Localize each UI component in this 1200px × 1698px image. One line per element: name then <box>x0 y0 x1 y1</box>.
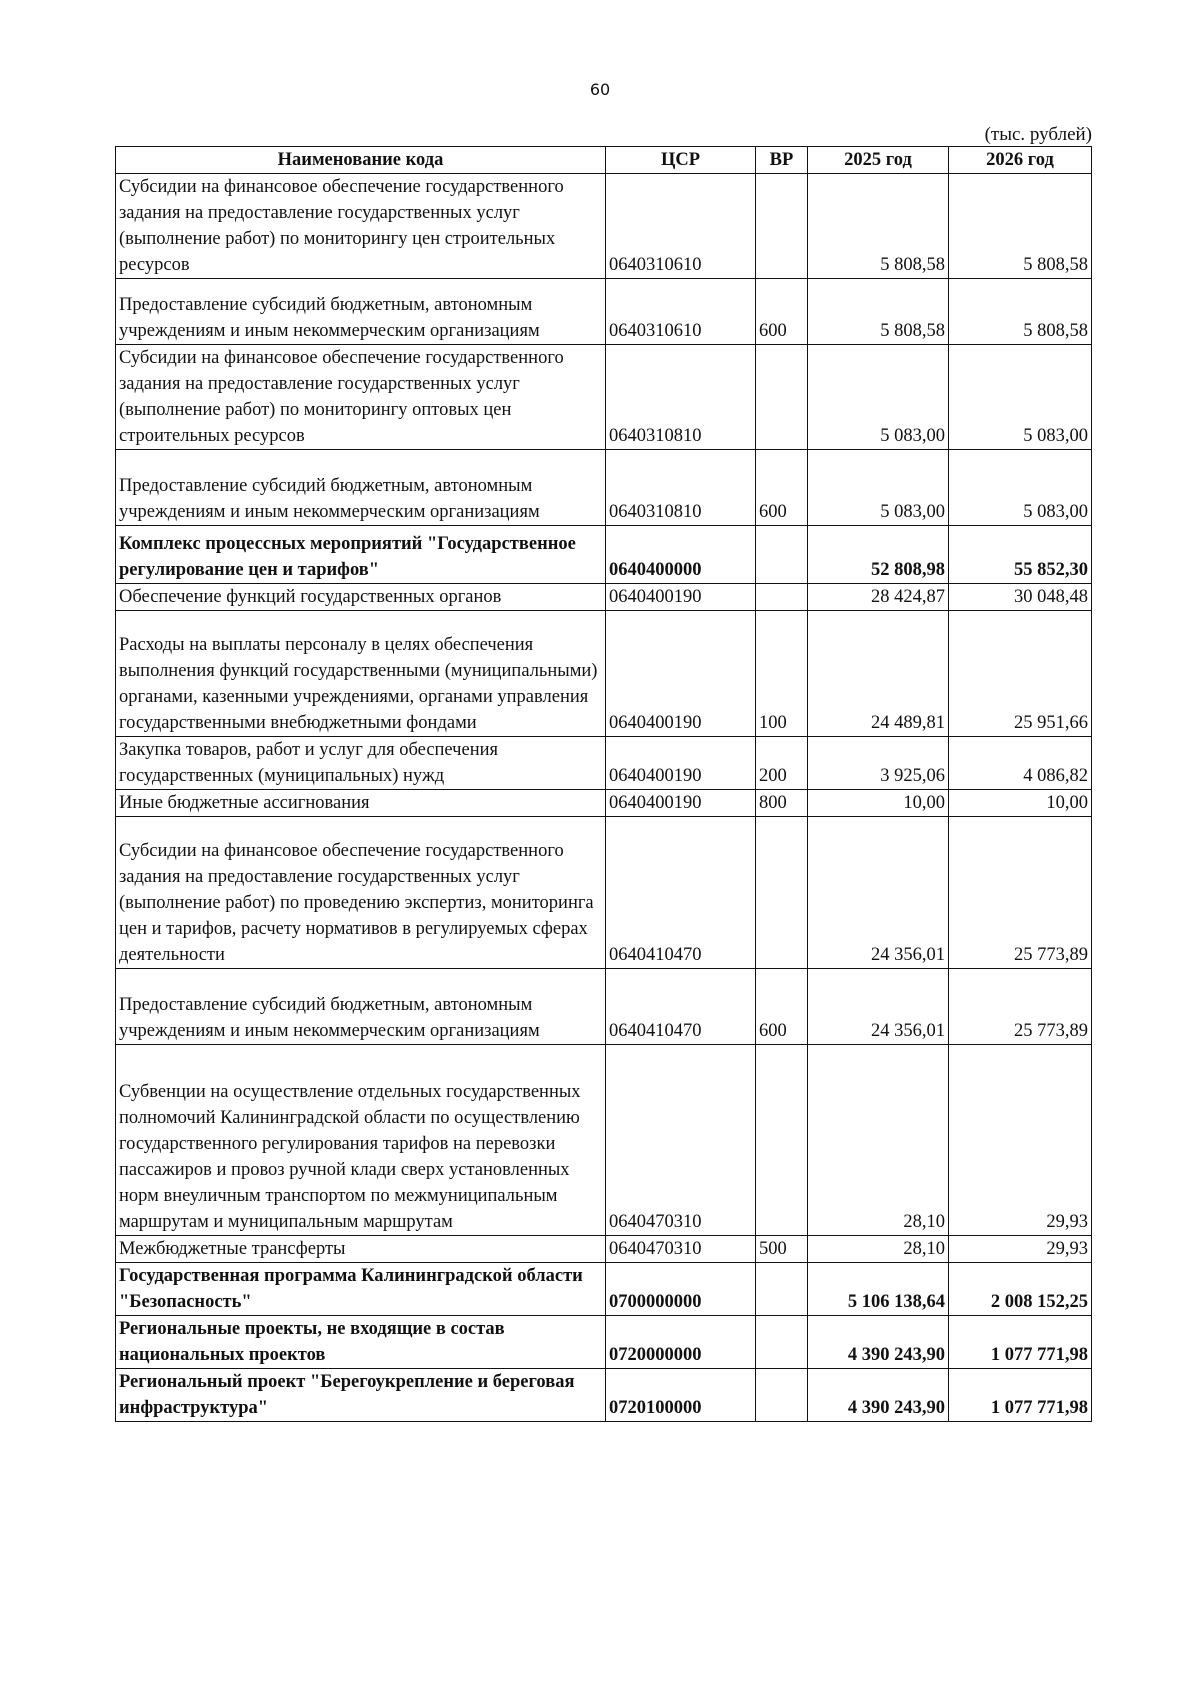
row-vr: 200 <box>756 737 808 790</box>
row-value-2025: 28,10 <box>808 1045 949 1236</box>
row-value-2025: 24 356,01 <box>808 817 949 969</box>
row-name: Обеспечение функций государственных органов <box>116 584 606 611</box>
row-vr <box>756 584 808 611</box>
row-name: Межбюджетные трансферты <box>116 1236 606 1263</box>
row-vr <box>756 174 808 279</box>
row-value-2025: 5 083,00 <box>808 345 949 450</box>
table-row <box>116 345 1092 450</box>
table-row <box>116 584 1092 611</box>
budget-table <box>115 146 1092 1422</box>
row-value-2025: 5 808,58 <box>808 174 949 279</box>
row-value-2026: 5 808,58 <box>949 279 1092 345</box>
table-row <box>116 526 1092 584</box>
row-vr <box>756 1263 808 1316</box>
row-value-2026: 5 083,00 <box>949 450 1092 526</box>
row-value-2026: 25 773,89 <box>949 969 1092 1045</box>
row-value-2026: 4 086,82 <box>949 737 1092 790</box>
row-csr: 0640400000 <box>606 526 756 584</box>
row-value-2026: 1 077 771,98 <box>949 1369 1092 1422</box>
row-name: Комплекс процессных мероприятий "Государственное регулирование цен и тарифов" <box>116 526 606 584</box>
table-row <box>116 1316 1092 1369</box>
table-row <box>116 737 1092 790</box>
table-row <box>116 279 1092 345</box>
row-vr: 600 <box>756 279 808 345</box>
header-2026: 2026 год <box>949 147 1092 174</box>
row-csr: 0640310610 <box>606 279 756 345</box>
row-csr: 0640310810 <box>606 345 756 450</box>
row-value-2025: 3 925,06 <box>808 737 949 790</box>
table-row <box>116 450 1092 526</box>
row-value-2026: 5 808,58 <box>949 174 1092 279</box>
row-name: Предоставление субсидий бюджетным, автономным учреждениям и иным некоммерческим организациям <box>116 969 606 1045</box>
page-number: 60 <box>589 80 611 99</box>
row-value-2025: 28,10 <box>808 1236 949 1263</box>
row-csr: 0700000000 <box>606 1263 756 1316</box>
row-value-2026: 25 951,66 <box>949 611 1092 737</box>
row-name: Предоставление субсидий бюджетным, автономным учреждениям и иным некоммерческим организациям <box>116 279 606 345</box>
row-value-2025: 24 489,81 <box>808 611 949 737</box>
row-name: Государственная программа Калининградской области "Безопасность" <box>116 1263 606 1316</box>
row-name: Субсидии на финансовое обеспечение государственного задания на предоставление государственных услуг (выполнение работ) по мониторингу цен строительных ресурсов <box>116 174 606 279</box>
row-csr: 0720000000 <box>606 1316 756 1369</box>
row-value-2026: 10,00 <box>949 790 1092 817</box>
table-row <box>116 1369 1092 1422</box>
row-value-2025: 52 808,98 <box>808 526 949 584</box>
row-name: Региональные проекты, не входящие в состав национальных проектов <box>116 1316 606 1369</box>
row-csr: 0640410470 <box>606 817 756 969</box>
row-csr: 0640470310 <box>606 1045 756 1236</box>
row-name: Субсидии на финансовое обеспечение государственного задания на предоставление государственных услуг (выполнение работ) по проведению экспертиз, мониторинга цен и тарифов, расчету нормативов в регулируемых сферах деятельности <box>116 817 606 969</box>
row-value-2025: 5 808,58 <box>808 279 949 345</box>
row-name: Субвенции на осуществление отдельных государственных полномочий Калининградской области по осуществлению государственного регулирования тарифов на перевозки пассажиров и провоз ручной клади сверх установленных норм внеуличным транспортом по межмуниципальным маршрутам и муниципальным маршрутам <box>116 1045 606 1236</box>
row-value-2026: 2 008 152,25 <box>949 1263 1092 1316</box>
row-csr: 0640400190 <box>606 611 756 737</box>
row-value-2026: 30 048,48 <box>949 584 1092 611</box>
row-name: Субсидии на финансовое обеспечение государственного задания на предоставление государственных услуг (выполнение работ) по мониторингу оптовых цен строительных ресурсов <box>116 345 606 450</box>
row-value-2026: 5 083,00 <box>949 345 1092 450</box>
header-2025: 2025 год <box>808 147 949 174</box>
table-header-row <box>116 147 1092 174</box>
table-row <box>116 1045 1092 1236</box>
row-csr: 0640470310 <box>606 1236 756 1263</box>
table-row <box>116 969 1092 1045</box>
row-vr: 600 <box>756 450 808 526</box>
table-row <box>116 817 1092 969</box>
row-csr: 0640410470 <box>606 969 756 1045</box>
row-vr <box>756 345 808 450</box>
row-vr <box>756 1316 808 1369</box>
row-csr: 0640400190 <box>606 790 756 817</box>
row-csr: 0640400190 <box>606 584 756 611</box>
row-name: Региональный проект "Берегоукрепление и береговая инфраструктура" <box>116 1369 606 1422</box>
row-value-2026: 25 773,89 <box>949 817 1092 969</box>
row-vr: 100 <box>756 611 808 737</box>
table-row <box>116 790 1092 817</box>
row-value-2025: 4 390 243,90 <box>808 1316 949 1369</box>
units-label: (тыс. рублей) <box>984 124 1092 145</box>
row-value-2025: 5 083,00 <box>808 450 949 526</box>
row-vr <box>756 1369 808 1422</box>
row-vr <box>756 817 808 969</box>
row-csr: 0720100000 <box>606 1369 756 1422</box>
row-value-2026: 29,93 <box>949 1045 1092 1236</box>
row-name: Закупка товаров, работ и услуг для обеспечения государственных (муниципальных) нужд <box>116 737 606 790</box>
row-name: Предоставление субсидий бюджетным, автономным учреждениям и иным некоммерческим организациям <box>116 450 606 526</box>
row-value-2025: 28 424,87 <box>808 584 949 611</box>
row-vr <box>756 526 808 584</box>
table-row <box>116 174 1092 279</box>
table-row <box>116 1263 1092 1316</box>
row-value-2025: 24 356,01 <box>808 969 949 1045</box>
header-name: Наименование кода <box>116 147 606 174</box>
row-vr: 800 <box>756 790 808 817</box>
row-csr: 0640310810 <box>606 450 756 526</box>
table-row <box>116 1236 1092 1263</box>
row-value-2025: 5 106 138,64 <box>808 1263 949 1316</box>
row-value-2026: 29,93 <box>949 1236 1092 1263</box>
row-name: Иные бюджетные ассигнования <box>116 790 606 817</box>
header-csr: ЦСР <box>606 147 756 174</box>
row-name: Расходы на выплаты персоналу в целях обеспечения выполнения функций государственными (муниципальными) органами, казенными учреждениями, органами управления государственными внебюджетными фондами <box>116 611 606 737</box>
row-vr: 600 <box>756 969 808 1045</box>
row-value-2026: 55 852,30 <box>949 526 1092 584</box>
header-vr: ВР <box>756 147 808 174</box>
row-csr: 0640310610 <box>606 174 756 279</box>
row-vr <box>756 1045 808 1236</box>
row-value-2025: 10,00 <box>808 790 949 817</box>
row-vr: 500 <box>756 1236 808 1263</box>
table-row <box>116 611 1092 737</box>
row-value-2025: 4 390 243,90 <box>808 1369 949 1422</box>
row-csr: 0640400190 <box>606 737 756 790</box>
row-value-2026: 1 077 771,98 <box>949 1316 1092 1369</box>
